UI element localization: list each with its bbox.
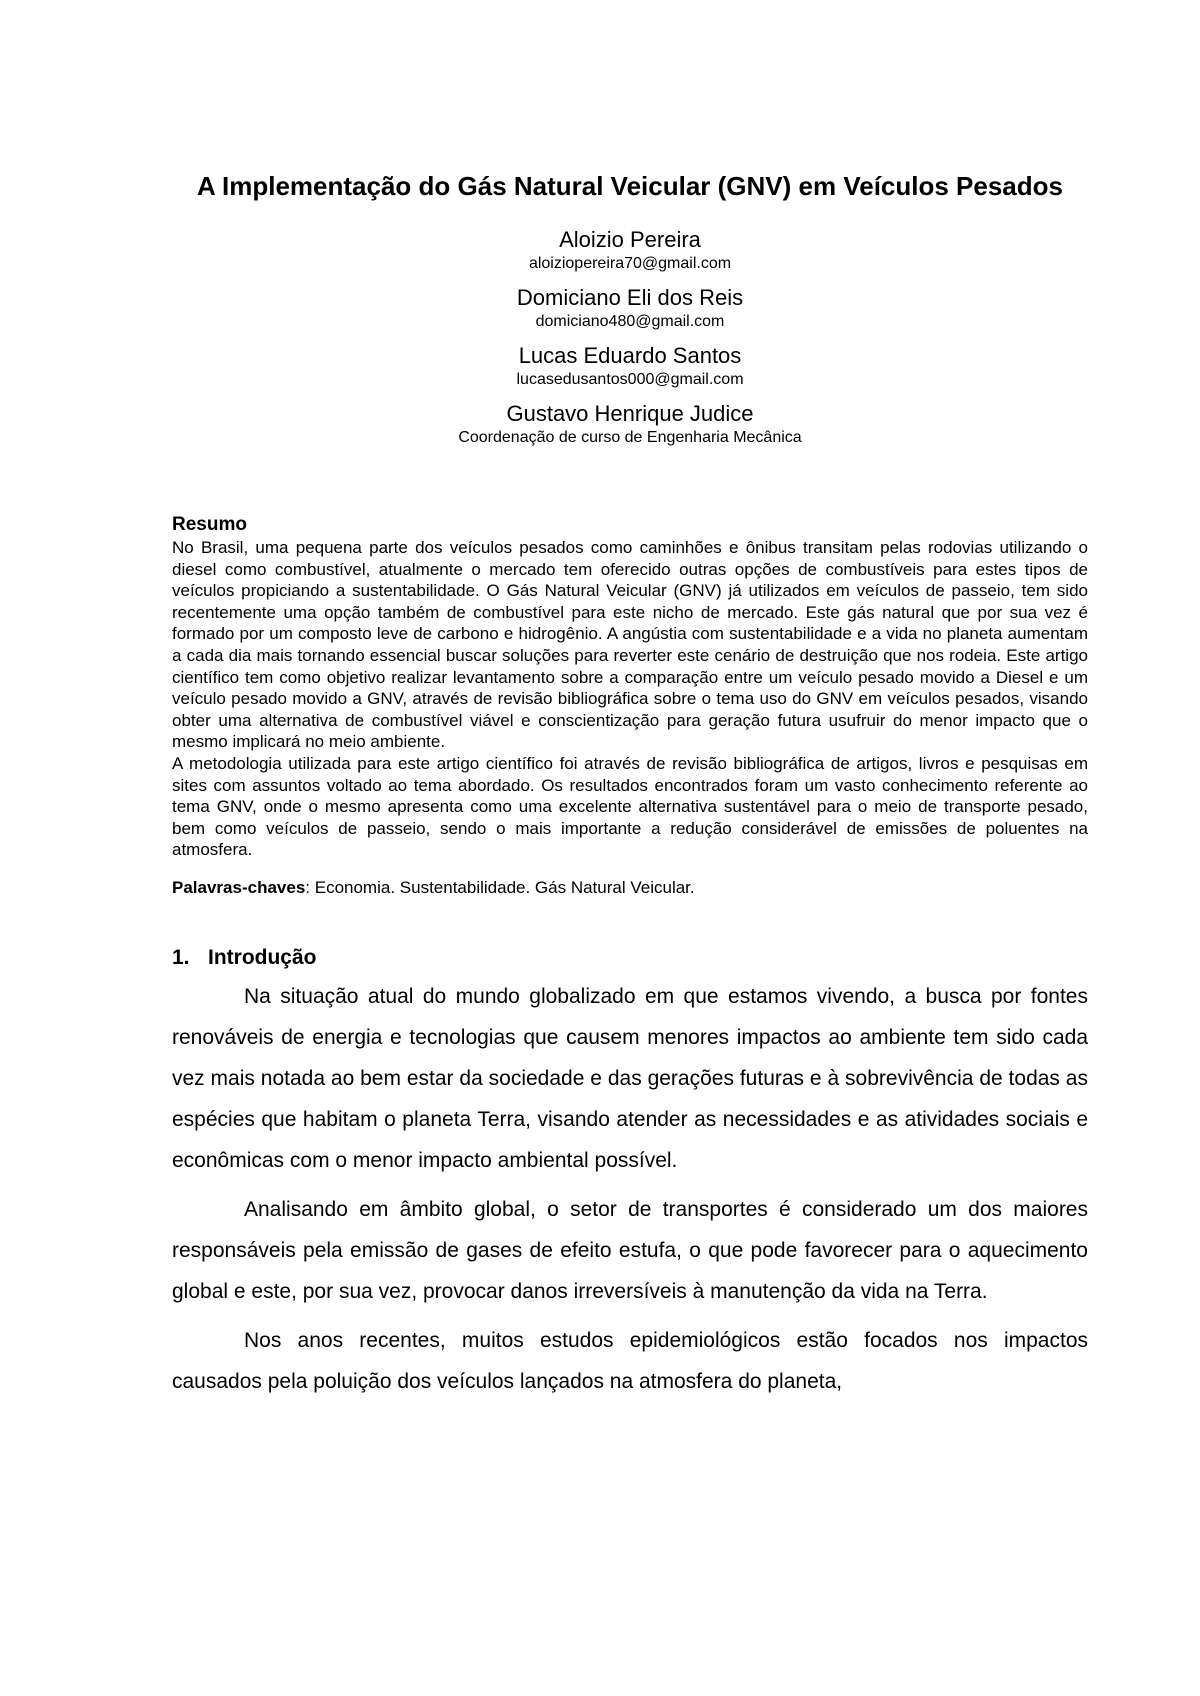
author-block xyxy=(172,226,1088,448)
section-heading xyxy=(172,944,1088,972)
abstract-paragraph: A metodologia utilizada para este artigo científico foi através de revisão bibliográfica de artigos, livros e pesquisas em sites com assuntos voltado ao tema abordado. Os resultados encontrados foram um vasto conhecimento referente ao tema GNV, onde o mesmo apresenta como uma excelente alternativa sustentável para o meio de transporte pesado, bem como veículos de passeio, sendo o mais importante a redução considerável de emissões de poluentes na atmosfera. xyxy=(172,753,1088,860)
author-name: Aloizio Pereira xyxy=(559,227,701,252)
author-email: domiciano480@gmail.com xyxy=(535,313,725,330)
abstract-body xyxy=(172,537,1088,861)
keywords-separator: : xyxy=(305,877,315,897)
author-name: Gustavo Henrique Judice xyxy=(506,401,754,426)
author-affiliation: Coordenação de curso de Engenharia Mecânica xyxy=(458,429,802,446)
keywords-text: Economia. Sustentabilidade. Gás Natural Veicular. xyxy=(314,877,695,897)
author-email: aloiziopereira70@gmail.com xyxy=(528,255,732,272)
author-name: Domiciano Eli dos Reis xyxy=(516,285,744,310)
author-email: lucasedusantos000@gmail.com xyxy=(516,371,744,388)
body-paragraph: Analisando em âmbito global, o setor de transportes é considerado um dos maiores responsáveis pela emissão de gases de efeito estufa, o que pode favorecer para o aquecimento global e este, por sua vez, provocar danos irreversíveis à manutenção da vida na Terra. xyxy=(172,1197,1088,1303)
body-paragraph: Na situação atual do mundo globalizado em que estamos vivendo, a busca por fontes renováveis de energia e tecnologias que causem menores impactos ao ambiente tem sido cada vez mais notada ao bem estar da sociedade e das gerações futuras e à sobrevivência de todas as espécies que habitam o planeta Terra, visando atender as necessidades e as atividades sociais e econômicas com o menor impacto ambiental possível. xyxy=(172,984,1088,1172)
section-title: Introdução xyxy=(208,945,317,969)
body-paragraph: Nos anos recentes, muitos estudos epidemiológicos estão focados nos impactos causados pela poluição dos veículos lançados na atmosfera do planeta, xyxy=(172,1328,1088,1393)
keywords-label: Palavras-chaves xyxy=(172,877,306,897)
author-name: Lucas Eduardo Santos xyxy=(518,343,742,368)
abstract-paragraph: No Brasil, uma pequena parte dos veículos pesados como caminhões e ônibus transitam pelas rodovias utilizando o diesel como combustível, atualmente o mercado tem oferecido outras opções de combustíveis para estes tipos de veículos propiciando a sustentabilidade. O Gás Natural Veicular (GNV) já utilizados em veículos de passeio, tem sido recentemente uma opção também de combustível para este nicho de mercado. Este gás natural que por sua vez é formado por um composto leve de carbono e hidrogênio. A angústia com sustentabilidade e a vida no planeta aumentam a cada dia mais tornando essencial buscar soluções para reverter este cenário de destruição que nos rodeia. Este artigo científico tem como objetivo realizar levantamento sobre a comparação entre um veículo pesado movido a Diesel e um veículo pesado movido a GNV, através de revisão bibliográfica sobre o tema uso do GNV em veículos pesados, visando obter uma alternativa de combustível viável e conscientização para geração futura usufruir do menor impacto que o mesmo implicará no meio ambiente. xyxy=(172,538,1088,752)
keywords xyxy=(172,877,1088,899)
paper-title: A Implementação do Gás Natural Veicular (GNV) em Veículos Pesados xyxy=(196,171,1063,201)
section-body xyxy=(172,976,1088,1402)
page-content xyxy=(172,170,1088,1410)
section-number: 1. xyxy=(172,945,190,969)
abstract-heading: Resumo xyxy=(172,514,247,535)
